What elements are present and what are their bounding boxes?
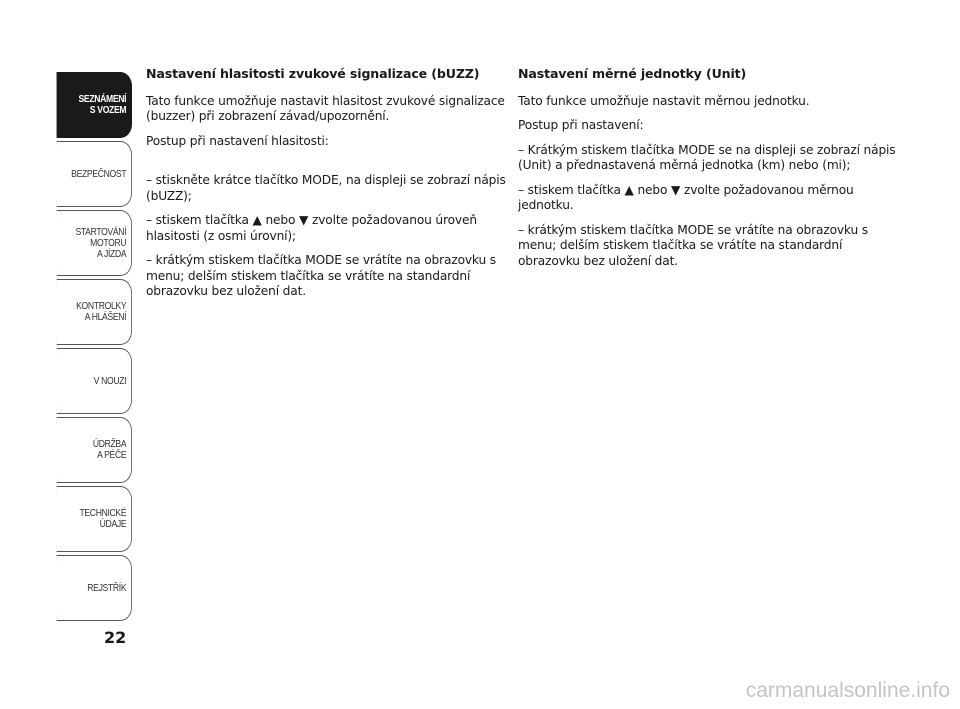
tab-seznameni-s-vozem[interactable]: [57, 72, 132, 138]
right-column: [518, 66, 898, 278]
tab-startovani-motoru[interactable]: [57, 210, 132, 276]
section-title-unit: Nastavení měrné jednotky (Unit): [518, 66, 747, 81]
tab-label-line: S VOZEM: [89, 104, 127, 116]
tab-label-line: V NOUZI: [93, 374, 127, 387]
tab-label-line: ÚDRŽBA: [92, 438, 127, 450]
step-item: – krátkým stiskem tlačítka MODE se vrátíte na obrazovku s menu; delším stiskem tlačítka se vrátíte na standardní obrazovku bez uložení dat.: [146, 253, 496, 298]
tab-label-line: REJSTŘÍK: [87, 581, 127, 594]
left-column: [146, 66, 506, 309]
paragraph: Postup při nastavení hlasitosti:: [146, 133, 329, 148]
step-item: – stiskněte krátce tlačítko MODE, na displeji se zobrazí nápis (bUZZ);: [146, 173, 506, 203]
tab-udrzba[interactable]: [57, 417, 132, 483]
tab-kontrolky[interactable]: [57, 279, 132, 345]
tab-technicke-udaje[interactable]: [57, 486, 132, 552]
tab-label-line: TECHNICKÉ: [79, 507, 127, 519]
paragraph: Postup při nastavení:: [518, 118, 644, 132]
step-item: – krátkým stiskem tlačítka MODE se vrátíte na obrazovku s menu; delším stiskem tlačítka se vrátíte na standardní obrazovku bez uložení dat.: [518, 222, 868, 268]
tab-label-line: MOTORU: [90, 236, 127, 249]
tab-label-line: BEZPEČNOST: [71, 167, 127, 180]
paragraph: Tato funkce umožňuje nastavit hlasitost zvukové signalizace (buzzer) při zobrazení závad/upozornění.: [146, 93, 505, 123]
tab-label-line: SEZNÁMENÍ: [78, 93, 127, 105]
step-item: – stiskem tlačítka ▲ nebo ▼ zvolte požadovanou úroveň hlasitosti (z osmi úrovní);: [146, 213, 477, 243]
step-item: – stiskem tlačítka ▲ nebo ▼ zvolte požadovanou měrnou jednotku.: [518, 182, 854, 212]
watermark: carmanualsonline.info: [745, 679, 950, 702]
page-number: 22: [104, 628, 127, 647]
tab-bezpecnost[interactable]: [57, 141, 132, 207]
step-item: – Krátkým stiskem tlačítka MODE se na displeji se zobrazí nápis (Unit) a přednastavená měrná jednotka (km) nebo (mi);: [518, 142, 896, 172]
tab-label-line: STARTOVÁNÍ: [75, 225, 127, 238]
tab-label-line: KONTROLKY: [76, 300, 127, 312]
section-title-buzz: Nastavení hlasitosti zvukové signalizace (bUZZ): [146, 66, 480, 81]
tab-label-line: ÚDAJE: [99, 518, 127, 530]
tab-v-nouzi[interactable]: [57, 348, 132, 414]
tab-label-line: A JÍZDA: [96, 247, 127, 260]
tab-label-line: A HLÁŠENÍ: [84, 311, 127, 323]
paragraph: Tato funkce umožňuje nastavit měrnou jednotku.: [518, 93, 810, 108]
tab-rejstrik[interactable]: [57, 555, 132, 621]
tab-label-line: A PÉČE: [97, 449, 127, 461]
